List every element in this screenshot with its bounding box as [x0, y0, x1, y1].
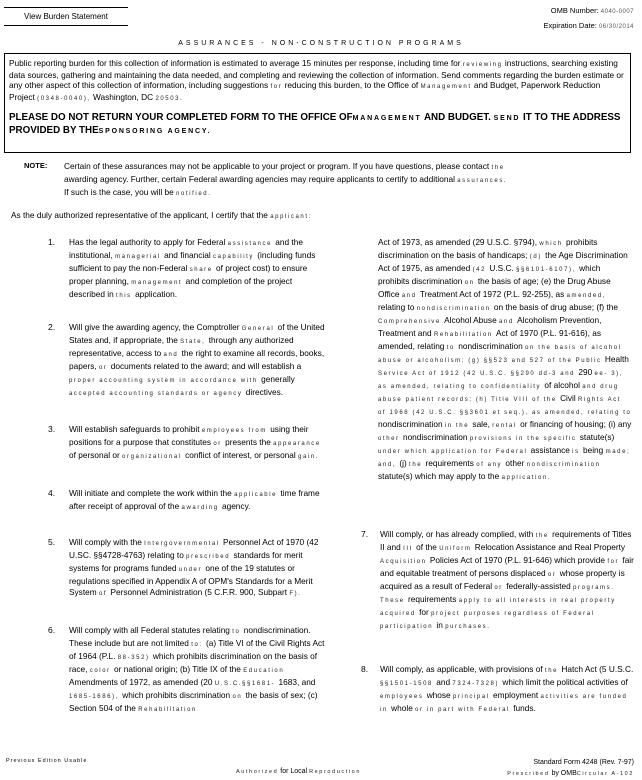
item-number-5: 5. [48, 537, 56, 547]
item-number-1: 1. [48, 237, 56, 247]
note-label: NOTE: [24, 161, 48, 170]
item-number-4: 4. [48, 488, 56, 498]
assurance-item-6-continued: Act of 1973, as amended (29 U.S.C. §794), which prohibits discrimination on the basis of handicaps; (d) the Age Discrimination Act of 1975, as amended (42 U.S.C. §§6101-6107), which prohibits discrimination on the basis of age; (e) the Drug Abuse Office and Treatment Act of 1972 (P.L. 92-255), as amended, relating to nondiscrimination on the basis of drug abuse; (f) the Comprehensive Alcohol Abuse and Alcoholism Prevention, Treatment and Rehabilitation Act of 1970 (P.L. 91-616), as amended, relating to nondiscrimination on the basis of alcohol abuse or alcoholism; (g) §§523 and 527 of the Public Health Service Act of 1912 (42 U.S.C. §§290 dd-3 and 290 ee- 3), as amended, relating to confidentiality of alcohol and drug abuse patient records; (h) Title VIII of the Civil Rights Act of 1968 (42 U.S.C. §§3601 et seq.), as amended, relating to nondiscrimination in the sale, rental or financing of housing; (i) any other nondiscrimination provisions in the specific statute(s) under which application for Federal assistance is being made; and, (j) the requirements of any other nondiscrimination statute(s) which may apply to the application. [378, 237, 632, 481]
return-warning: PLEASE DO NOT RETURN YOUR COMPLETED FORM TO THE OFFICE OFMANAGEMENT AND BUDGET. SEND IT TO THE ADDRESS PROVIDED BY THESPONSORING AGENCY. [9, 112, 621, 136]
authorized-reproduction: Authorized for Local Reproduction [236, 768, 361, 775]
view-burden-statement-button[interactable]: View Burden Statement [4, 7, 128, 26]
omb-info [544, 4, 635, 34]
certification-intro: As the duly authorized representative of the applicant, I certify that the applicant: [11, 210, 312, 220]
item-number-3: 3. [48, 424, 56, 434]
prescribed-by: Prescribed by OMBCircular A-102 [507, 770, 634, 777]
page-title: ASSURANCES - NON-CONSTRUCTION PROGRAMS [178, 40, 464, 47]
note-text: Certain of these assurances may not be applicable to your project or program. If you have questions, please contact the awarding agency. Further, certain Federal awarding agencies may require applicants to certify to additional assurances. If such is the case, you will be notified. [64, 161, 508, 197]
standard-form-number: Standard Form 4248 (Rev. 7-97) [533, 759, 634, 766]
omb-number-label: OMB Number: [550, 6, 599, 15]
item-number-7: 7. [361, 529, 369, 539]
item-number-6: 6. [48, 625, 56, 635]
assurance-item-5: Will comply with the Intergovernmental Personnel Act of 1970 (42 U.SC. §§4728-4763) relating to prescribed standards for merit systems for programs funded under one of the 19 statutes or regulations specified in Appendix A of OPM's Standards for a Merit System of Personnel Administration (5 C.F.R. 900, Subpart F). [69, 537, 319, 597]
assurance-item-1: Has the legal authority to apply for Federal assistance and the institutional, managerial and financial capability (including funds sufficient to pay the non-Federal share of project cost) to ensure proper planning, management and completion of the project described in this application. [69, 237, 316, 299]
previous-edition-note: Previous Edition Usable [6, 758, 88, 764]
assurance-item-4: Will initiate and complete the work within the applicable time frame after receipt of approval of the awarding agency. [69, 488, 320, 511]
item-number-2: 2. [48, 322, 56, 332]
form-id [507, 757, 634, 780]
assurance-item-6: Will comply with all Federal statutes relating to nondiscrimination. These include but are not limited to: (a) Title VI of the Civil Rights Act of 1964 (P.L. 88-352) which prohibits discrimination on the basis of race, color or national origin; (b) Title IX of the Education Amendments of 1972, as amended (20 U.S.C.§§1681- 1683, and 1685-1686), which prohibits discrimination on the basis of sex; (c) Section 504 of the Rehabilitation [69, 625, 325, 713]
item-number-8: 8. [361, 664, 369, 674]
assurance-item-8: Will comply, as applicable, with provisions of the Hatch Act (5 U.S.C. §§1501-1508 and 7324-7328) which limit the political activities of employees whose principal employment activities are funded in whole or in part with Federal funds. [380, 664, 634, 713]
expiration-value: 06/30/2014 [598, 24, 634, 30]
assurance-item-3: Will establish safeguards to prohibit employees from using their positions for a purpose that constitutes or presents the appearance of personal or organizational conflict of interest, or personal gain. [69, 424, 321, 460]
omb-number-value: 4040-0007 [600, 9, 634, 15]
expiration-label: Expiration Date: [543, 21, 597, 30]
assurance-item-7: Will comply, or has already complied, with the requirements of Titles II and III of the Uniform Relocation Assistance and Real Property Acquisition Policies Act of 1970 (P.L. 91-646) which provide for fair and equitable treatment of persons displaced or whose property is acquired as a result of Federal or federally-assisted programs. These requirements apply to all interests in real property acquired for project purposes regardless of Federal participation in purchases. [380, 529, 634, 630]
burden-box [4, 53, 631, 153]
burden-paragraph: Public reporting burden for this collection of information is estimated to average 15 minutes per response, including time for reviewing instructions, searching existing data sources, gathering and maintaining the data needed, and completing and reviewing the collection of information. Send comments regarding the burden estimate or any other aspect of this collection of information, including suggestions for reducing this burden, to the Office of Management and Budget, Paperwork Reduction Project (0348-0040), Washington, DC 20503. [9, 58, 624, 102]
assurance-item-2: Will give the awarding agency, the Comptroller General of the United States and, if appropriate, the State, through any authorized representative, access to and the right to examine all records, books, papers, or documents related to the award; and will establish a proper accounting system in accordance with generally accepted accounting standards or agency directives. [69, 322, 325, 397]
